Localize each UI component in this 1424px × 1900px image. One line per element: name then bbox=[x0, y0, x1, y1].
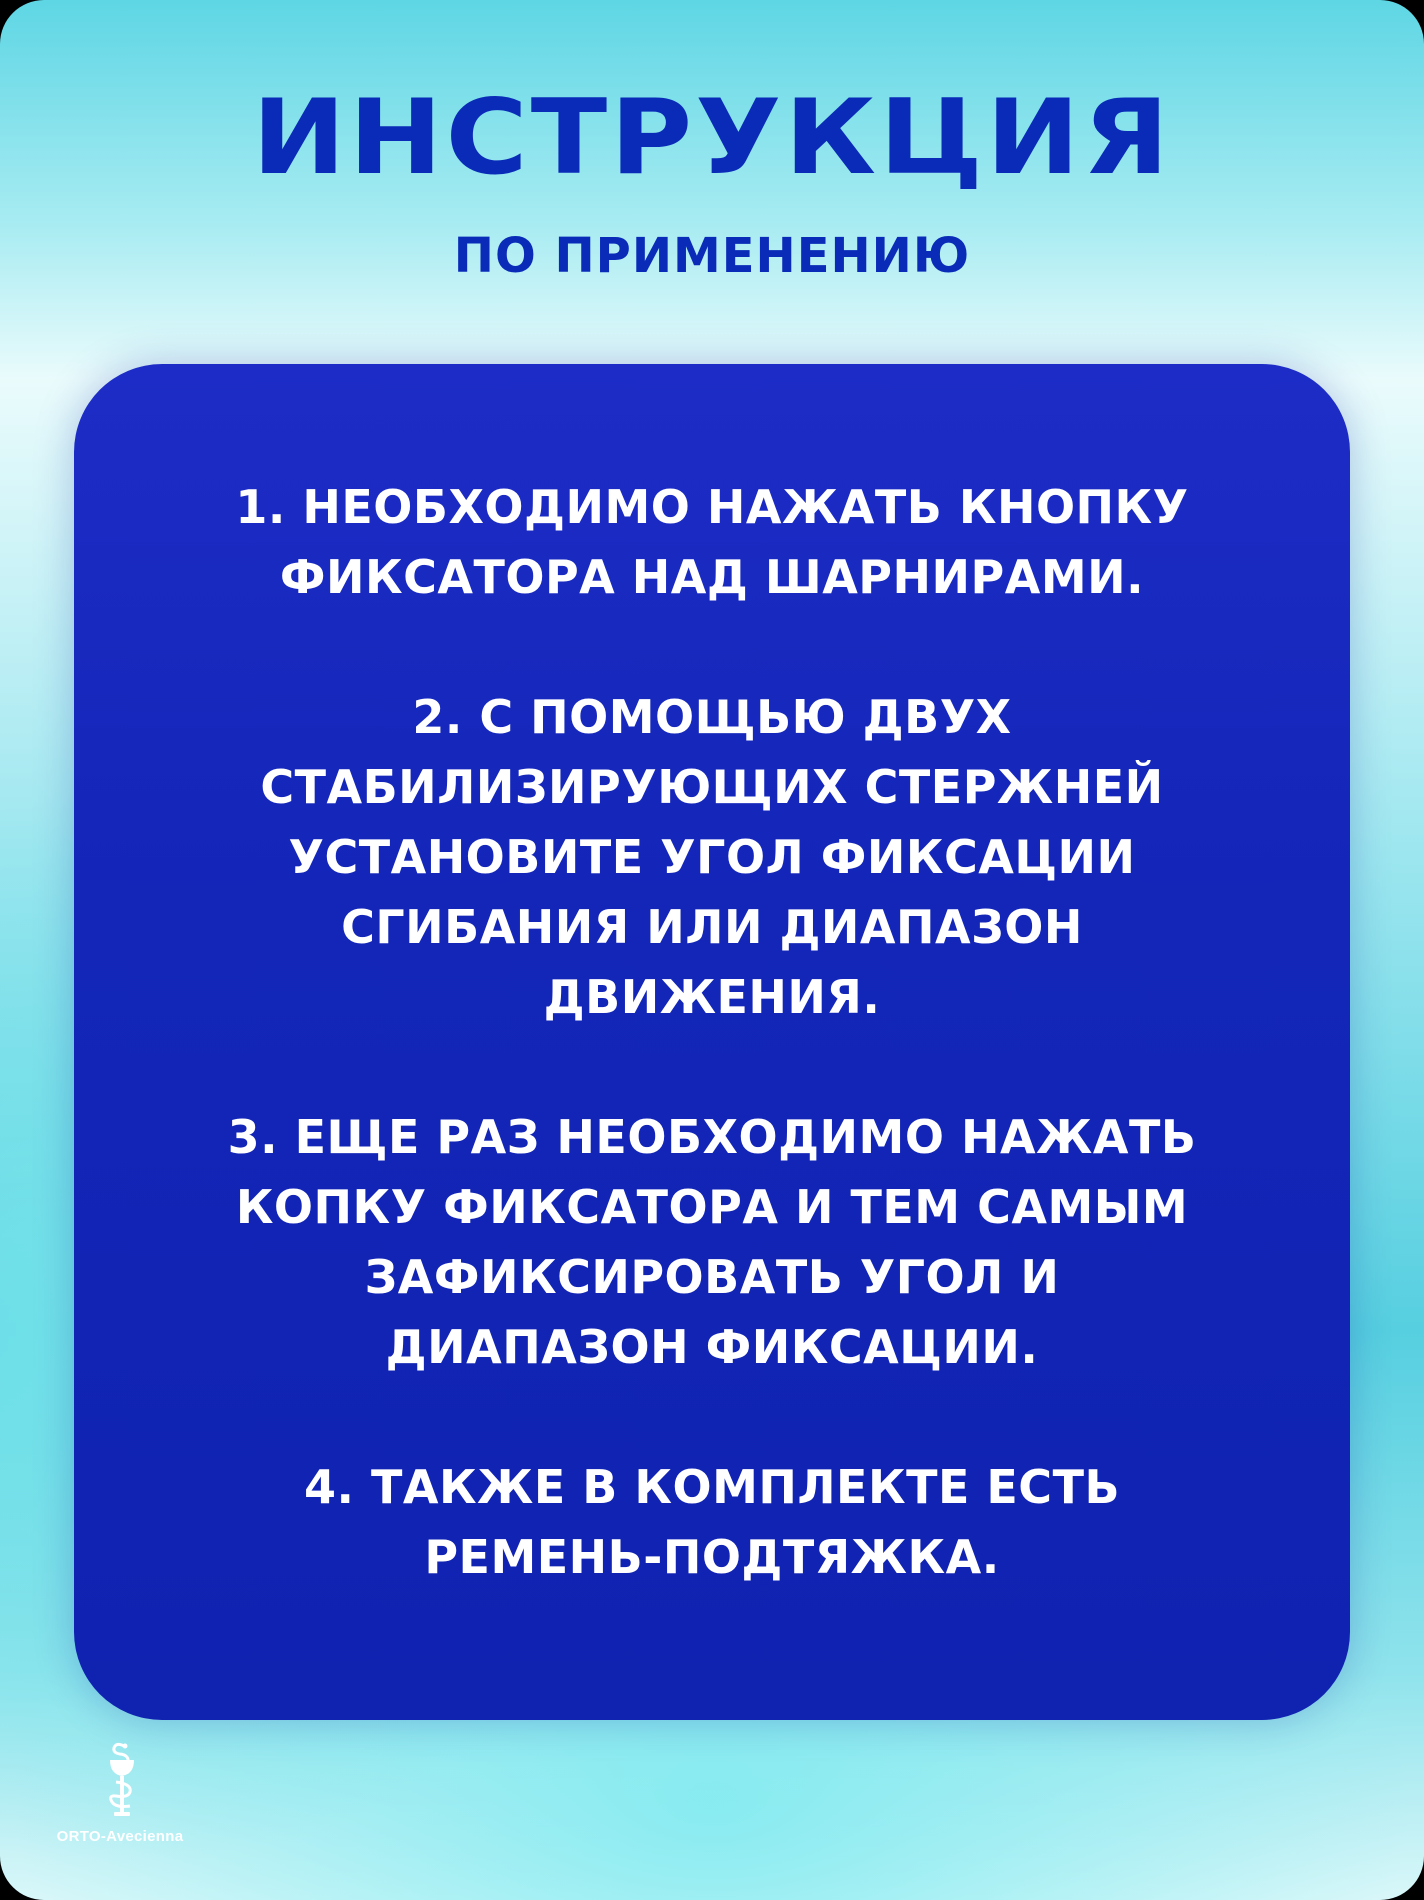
step-2-line-2: СТАБИЛИЗИРУЮЩИХ СТЕРЖНЕЙ bbox=[260, 760, 1164, 814]
page-subtitle: ПО ПРИМЕНЕНИЮ bbox=[453, 228, 971, 284]
step-2-line-1: 2. С ПОМОЩЬЮ ДВУХ bbox=[412, 690, 1012, 744]
step-2-line-4: СГИБАНИЯ ИЛИ ДИАПАЗОН bbox=[341, 900, 1083, 954]
step-3 bbox=[144, 1102, 1280, 1382]
step-4 bbox=[144, 1452, 1280, 1592]
step-3-line-3: ЗАФИКСИРОВАТЬ УГОЛ И bbox=[364, 1250, 1060, 1304]
step-2-line-5: ДВИЖЕНИЯ. bbox=[543, 970, 881, 1024]
brand-name: ORTO-Avecienna bbox=[56, 1828, 184, 1845]
bowl-of-hygieia-icon bbox=[102, 1738, 142, 1824]
step-1 bbox=[144, 472, 1280, 612]
step-2-line-3: УСТАНОВИТЕ УГОЛ ФИКСАЦИИ bbox=[288, 830, 1136, 884]
instructions-panel bbox=[74, 364, 1350, 1720]
step-3-line-4: ДИАПАЗОН ФИКСАЦИИ. bbox=[385, 1320, 1039, 1374]
step-2 bbox=[144, 682, 1280, 1032]
page-title: ИНСТРУКЦИЯ bbox=[252, 78, 1172, 198]
step-4-line-2: РЕМЕНЬ-ПОДТЯЖКА. bbox=[424, 1530, 1000, 1584]
brand-logo bbox=[40, 1736, 200, 1856]
steps-list bbox=[74, 472, 1350, 1662]
step-1-line-2: ФИКСАТОРА НАД ШАРНИРАМИ. bbox=[279, 550, 1145, 604]
step-1-line-1: 1. НЕОБХОДИМО НАЖАТЬ КНОПКУ bbox=[235, 480, 1189, 534]
step-3-line-1: 3. ЕЩЕ РАЗ НЕОБХОДИМО НАЖАТЬ bbox=[227, 1110, 1197, 1164]
step-4-line-1: 4. ТАКЖЕ В КОМПЛЕКТЕ ЕСТЬ bbox=[303, 1460, 1121, 1514]
step-3-line-2: КОПКУ ФИКСАТОРА И ТЕМ САМЫМ bbox=[235, 1180, 1189, 1234]
